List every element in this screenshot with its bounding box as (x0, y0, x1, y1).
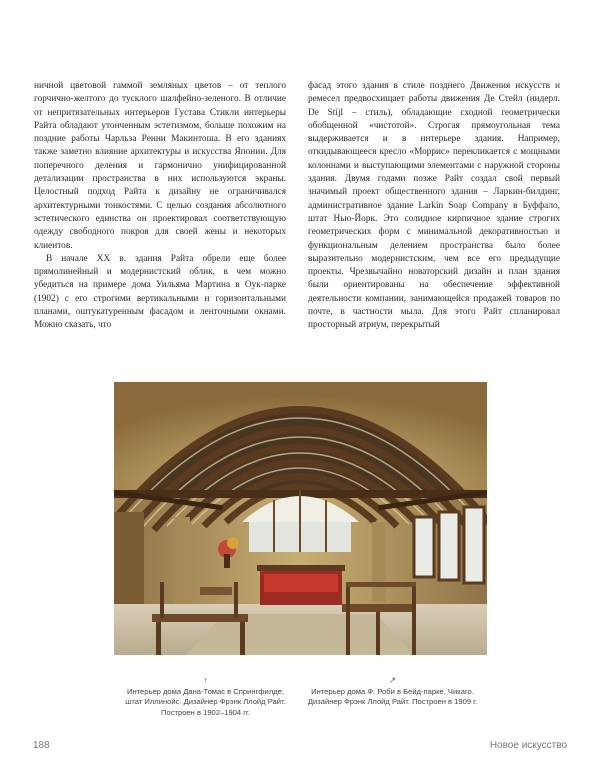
paragraph: В начале XX в. здания Райта обрели еще более прямолинейный и модернистский облик, в чем можно убедиться на примере дома Уильяма Мартина в Оук-парке (1902) с его строгими вертикальными и горизонтальными планами, оштукатуренным фасадом и ленточными окнами. Можно сказать, что (34, 253, 286, 331)
caption-text: Интерьер дома Ф. Роби в Бейд-парке, Чикаго. Дизайнер Фрэнк Ллойд Райт. Построен в 1909 г. (307, 687, 478, 707)
caption-text: Интерьер дома Дана-Томас в Спрингфилде, штат Иллинойс. Дизайнер Фрэнк Ллойд Райт. Построен в 1902–1904 гг. (125, 687, 286, 717)
photo-caption-right (305, 675, 480, 708)
paragraph: ничной цветовой гаммой земляных цветов – от теплого горчично-желтого до тусклого шалфейно-зеленого. В отличие от непритязательных интерьеров Густава Стикли интерьеры Райта обладают утонченным эстетизмом, больше похожим на поздние работы Чарльза Ренни Макинтоша. В его зданиях также заметно влияние архитектуры и искусства Японии. Для поперечного деления и гармонично унифицированной детализации пространства в них используются экраны. Целостный подход Райта к дизайну не ограничивался архитектурными тонкостями. С целью создания абсолютного эстетического единства он проектировал соответствующую одежду свободного покроя для своей жены и некоторых клиентов. (34, 81, 286, 251)
arrow-up-icon: ↑ (203, 675, 208, 685)
text-column-left (34, 80, 286, 333)
arrow-up-right-icon: ↗ (388, 675, 397, 685)
running-title: Новое искусство (489, 740, 567, 751)
interior-photo (114, 382, 487, 655)
photo-caption-left (118, 675, 293, 718)
page-number: 188 (33, 740, 50, 751)
text-column-right (308, 80, 560, 333)
paragraph: фасад этого здания в стиле позднего Движения искусств и ремесел предвосхищает работы движения Де Стейл (нидерл. De Stijl – стиль), обладающие сходной геометрически обобщенной «чистотой». Строгая прямоугольная тема выдерживается и в интерьере здания. Например, откидывающееся кресло «Моррис» перекликается с мощными колоннами и выступающими элементами с наружной стороны здания. Двумя годами позже Райт создал свой первый значимый проект общественного здания – Ларкин-билдинг, административное здание Larkin Soap Company в Буффало, штат Нью-Йорк. Это солидное кирпичное здание строгих геометрических форм с минимальной декоративностью и функциональным делением пространства было более выразительно модернистским, чем все его предыдущие проекты. Чрезвычайно новаторский дизайн и план здания были ориентированы на обеспечение эффективной деятельности компании, занимающейся продажей товаров по почте, в частности мыла. Для этого Райт спланировал просторный атриум, перекрытый (308, 81, 560, 331)
